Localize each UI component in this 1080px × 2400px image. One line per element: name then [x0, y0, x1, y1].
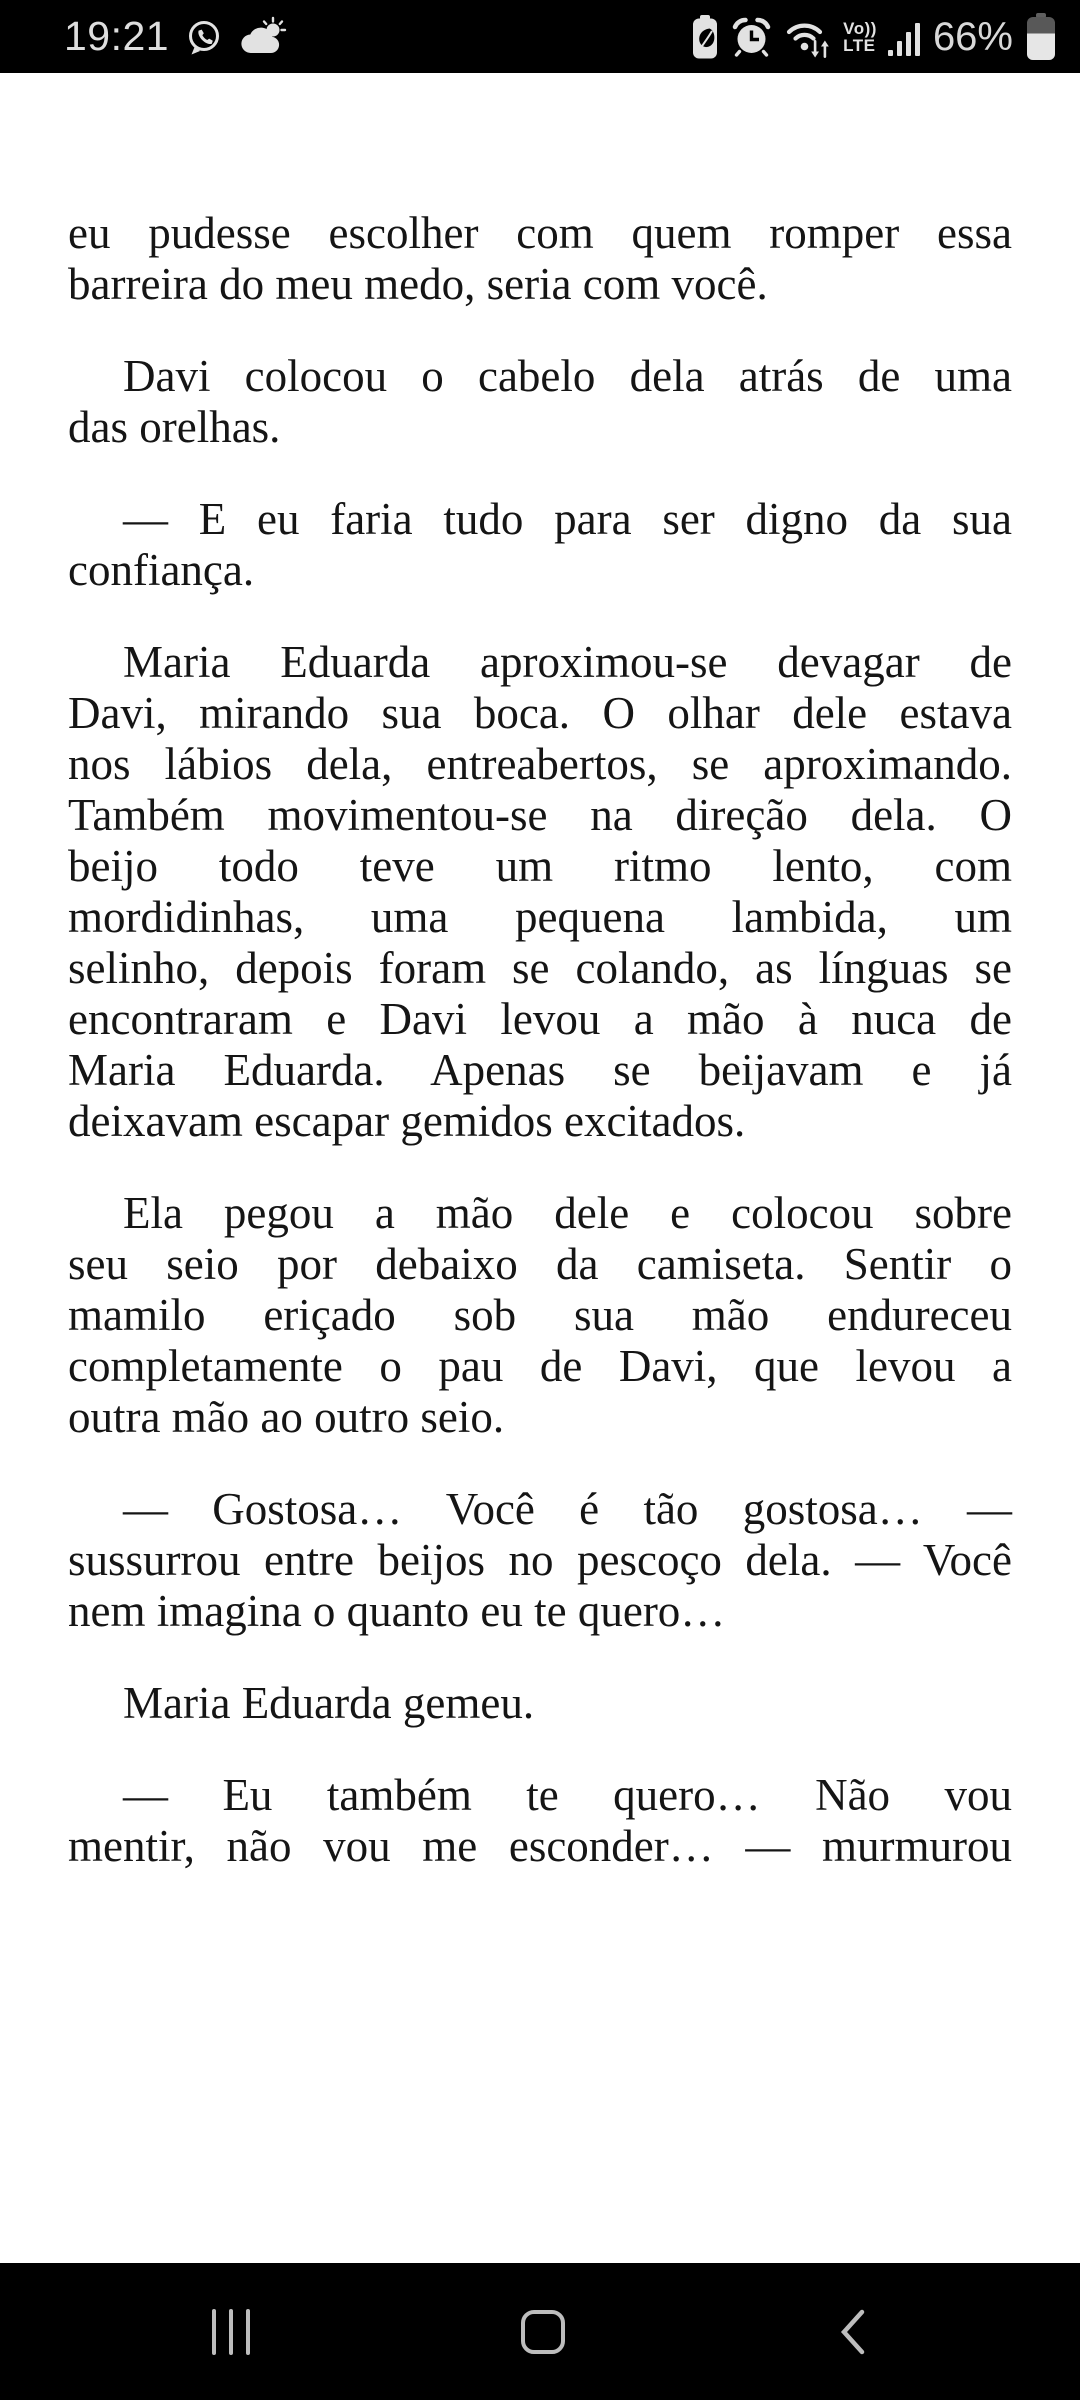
- text-line: — Eu também te quero… Não vou: [123, 1770, 1012, 1820]
- text-line: nos lábios dela, entreabertos, se aproximando.: [68, 739, 1012, 789]
- text-line: outra mão ao outro seio.: [68, 1392, 505, 1442]
- battery-saver-icon: [691, 15, 719, 59]
- paragraph: [68, 494, 1012, 596]
- text-line: mordidinhas, uma pequena lambida, um: [68, 892, 1012, 942]
- paragraph: [68, 1770, 1012, 1872]
- text-line: mamilo eriçado sob sua mão endureceu: [68, 1290, 1012, 1340]
- text-line: confiança.: [68, 545, 255, 595]
- text-line: Ela pegou a mão dele e colocou sobre: [123, 1188, 1012, 1238]
- reader-page[interactable]: [0, 73, 1080, 2263]
- text-line: selinho, depois foram se colando, as línguas se: [68, 943, 1012, 993]
- recents-icon: [212, 2309, 250, 2355]
- text-line: Maria Eduarda gemeu.: [123, 1678, 535, 1728]
- text-line: eu pudesse escolher com quem romper essa: [68, 208, 1012, 258]
- text-line: das orelhas.: [68, 402, 281, 452]
- text-line: Também movimentou-se na direção dela. O: [68, 790, 1012, 840]
- text-line: nem imagina o quanto eu te quero…: [68, 1586, 726, 1636]
- battery-percent: 66%: [932, 14, 1013, 59]
- text-line: mentir, não vou me esconder… — murmurou: [68, 1821, 1012, 1871]
- volte-indicator: [843, 20, 877, 54]
- text-line: seu seio por debaixo da camiseta. Sentir o: [68, 1239, 1012, 1289]
- text-line: Maria Eduarda aproximou-se devagar de: [123, 637, 1012, 687]
- paragraph: [68, 208, 1012, 310]
- weather-partly-cloudy-icon: [239, 16, 287, 58]
- text-line: deixavam escapar gemidos excitados.: [68, 1096, 746, 1146]
- signal-strength-icon: [888, 17, 922, 57]
- volte-top-label: Vo)): [843, 18, 877, 38]
- paragraph: [68, 1188, 1012, 1443]
- paragraph: [68, 1484, 1012, 1637]
- back-icon: [836, 2307, 868, 2357]
- volte-bottom-label: LTE: [843, 35, 876, 55]
- home-button[interactable]: [521, 2310, 565, 2354]
- paragraph: [68, 351, 1012, 453]
- paragraph: [68, 1678, 1012, 1729]
- text-line: sussurrou entre beijos no pescoço dela. — Você: [68, 1535, 1012, 1585]
- paragraph: [68, 637, 1012, 1147]
- status-time: 19:21: [64, 13, 170, 59]
- text-line: barreira do meu medo, seria com você.: [68, 259, 768, 309]
- wifi-data-icon: [784, 15, 832, 59]
- status-bar-right: [691, 13, 1058, 61]
- navigation-bar: [0, 2263, 1080, 2400]
- whatsapp-icon: [184, 17, 224, 57]
- text-line: — E eu faria tudo para ser digno da sua: [123, 494, 1012, 544]
- text-line: — Gostosa… Você é tão gostosa… —: [123, 1484, 1012, 1534]
- text-line: encontraram e Davi levou a mão à nuca de: [68, 994, 1012, 1044]
- recents-button[interactable]: [212, 2309, 250, 2355]
- battery-icon: [1024, 13, 1058, 61]
- home-icon: [521, 2310, 565, 2354]
- text-line: completamente o pau de Davi, que levou a: [68, 1341, 1012, 1391]
- text-line: Davi colocou o cabelo dela atrás de uma: [123, 351, 1012, 401]
- status-bar-left: [64, 13, 287, 59]
- alarm-icon: [730, 15, 773, 59]
- text-line: Maria Eduarda. Apenas se beijavam e já: [68, 1045, 1012, 1095]
- status-bar: [0, 0, 1080, 73]
- text-line: beijo todo teve um ritmo lento, com: [68, 841, 1012, 891]
- text-line: Davi, mirando sua boca. O olhar dele estava: [68, 688, 1012, 738]
- back-button[interactable]: [836, 2307, 868, 2357]
